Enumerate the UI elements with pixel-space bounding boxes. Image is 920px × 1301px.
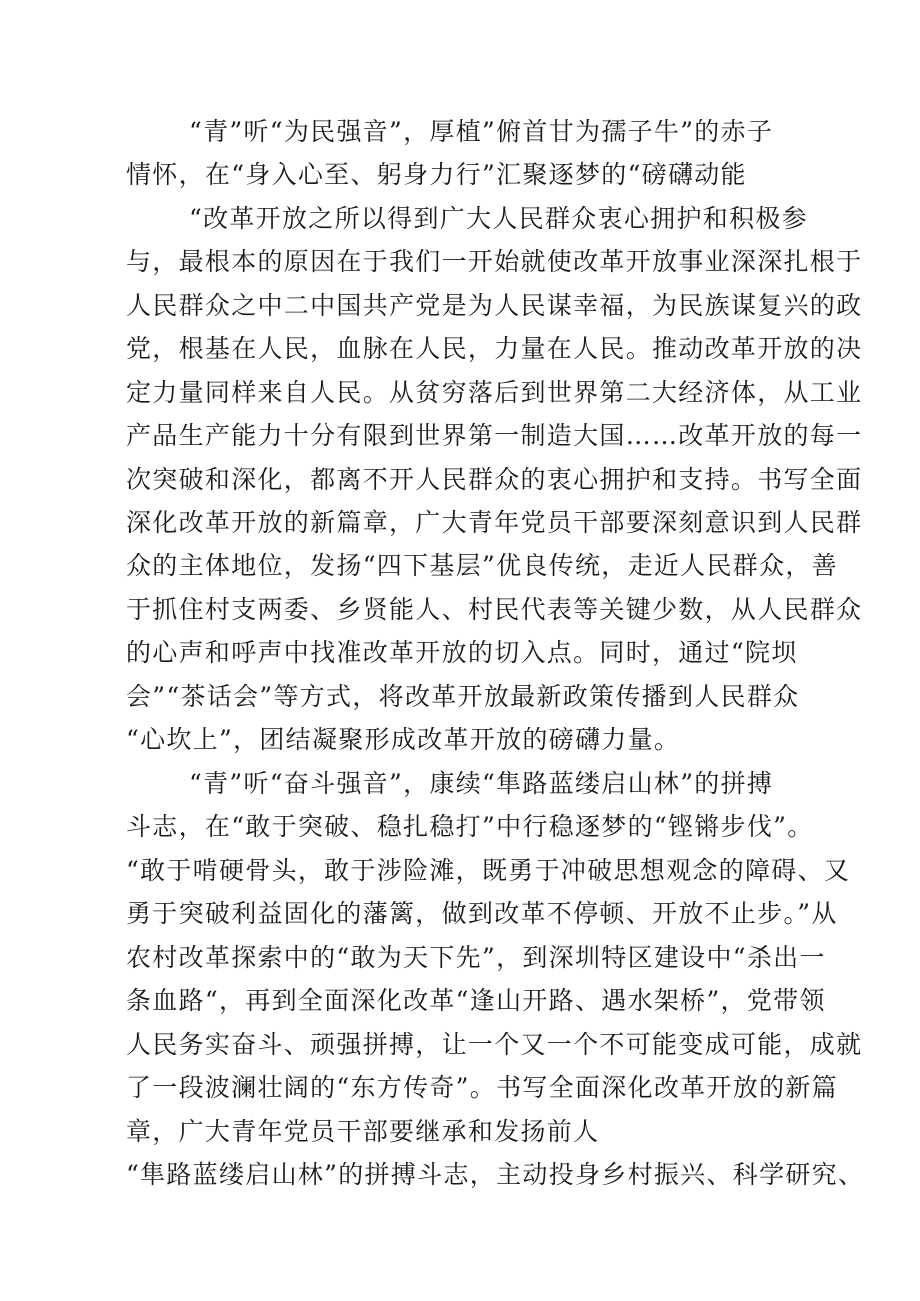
text-line-1: “青”听“为民强音”，厚植”俯首甘为孺子牛”的赤子 bbox=[189, 117, 774, 146]
text-line-8: 产品生产能力十分有限到世界第一制造大国……改革开放的每一 bbox=[126, 421, 863, 450]
text-line-16: “青”听“奋斗强音”，康续“隼路蓝缕启山林”的拼搏 bbox=[189, 769, 774, 798]
text-line-25: “隼路蓝缕启山林”的拼搏斗志，主动投身乡村振兴、科学研究、 bbox=[126, 1160, 865, 1189]
text-line-24: 章，广大青年党员干部要继承和发扬前人 bbox=[126, 1117, 600, 1146]
text-line-2: 情怀，在“身入心至、躬身力行”汇聚逐梦的“磅礴动能 bbox=[126, 160, 747, 189]
text-line-3: “改革开放之所以得到广大人民群众衷心拥护和积极参 bbox=[189, 204, 808, 233]
text-line-9: 次突破和深化，都离不开人民群众的衷心拥护和支持。书写全面 bbox=[126, 465, 863, 494]
text-line-17: 斗志，在“敢于突破、稳扎稳打”中行稳逐梦的“铿锵步伐”。 bbox=[126, 812, 814, 841]
text-line-14: 会”“茶话会”等方式，将改革开放最新政策传播到人民群众 bbox=[126, 682, 800, 711]
text-line-10: 深化改革开放的新篇章，广大青年党员干部要深刻意识到人民群 bbox=[126, 508, 863, 537]
text-line-4: 与，最根本的原因在于我们一开始就使改革开放事业深深扎根于 bbox=[126, 247, 863, 276]
text-line-12: 于抓住村支两委、乡贤能人、村民代表等关键少数，从人民群众 bbox=[126, 595, 863, 624]
text-line-7: 定力量同样来自人民。从贫穷落后到世界第二大经济体，从工业 bbox=[126, 378, 863, 407]
text-line-6: 党，根基在人民，血脉在人民，力量在人民。推动改革开放的决 bbox=[126, 334, 863, 363]
text-line-21: 条血路“，再到全面深化改革“逢山开路、遇水架桥”，党带领 bbox=[126, 986, 826, 1015]
text-line-19: 勇于突破利益固化的藩篱，做到改革不停顿、开放不止步。”从 bbox=[126, 899, 838, 928]
text-line-13: 的心声和呼声中找准改革开放的切入点。同时，通过“院坝 bbox=[126, 638, 798, 667]
text-line-5: 人民群众之中二中国共产党是为人民谋幸福，为民族谋复兴的政 bbox=[126, 291, 863, 320]
text-line-22: 人民务实奋斗、顽强拼搏，让一个又一个不可能变成可能，成就 bbox=[126, 1030, 863, 1059]
text-line-15: “心坎上”，团结凝聚形成改革开放的磅礴力量。 bbox=[126, 725, 681, 754]
text-line-11: 众的主体地位，发扬“四下基层”优良传统，走近人民群众，善 bbox=[126, 551, 838, 580]
text-line-18: “敢于啃硬骨头，敢于涉险滩，既勇于冲破思想观念的障碍、又 bbox=[126, 856, 851, 885]
text-line-23: 了一段波澜壮阔的“东方传奇”。书写全面深化改革开放的新篇 bbox=[126, 1073, 838, 1102]
text-line-20: 农村改革探索中的“敢为天下先”，到深圳特区建设中“杀出一 bbox=[126, 943, 826, 972]
